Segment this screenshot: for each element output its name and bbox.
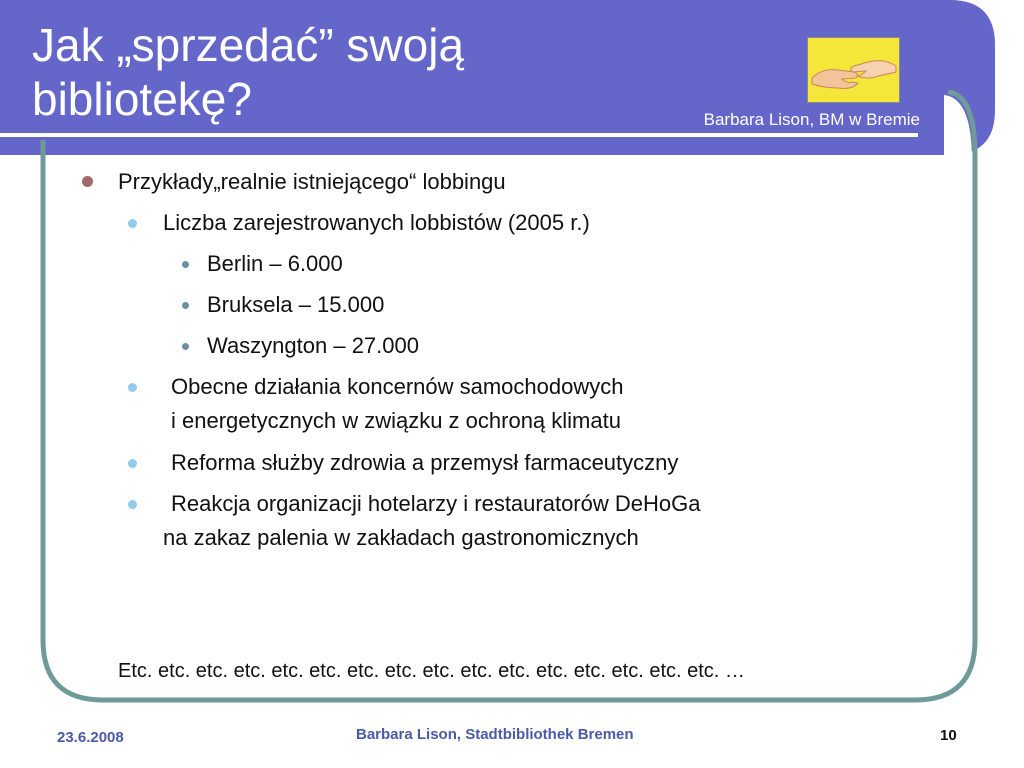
bullet-text: Waszyngton – 27.000 (207, 333, 419, 358)
header-author: Barbara Lison, BM w Bremie (703, 110, 920, 129)
bullet-text: Obecne działania koncernów samochodowych (171, 374, 624, 399)
footer-page-number: 10 (940, 727, 957, 744)
etc-line: Etc. etc. etc. etc. etc. etc. etc. etc. etc. etc. etc. etc. etc. etc. etc. etc. … (118, 660, 745, 682)
bullet-dot-icon (82, 176, 93, 187)
bullet-dot-icon (182, 343, 189, 350)
bullet-dot-icon (182, 261, 189, 268)
bullet-text: Przykłady„realnie istniejącego“ lobbingu (118, 169, 506, 194)
bullet-dot-icon (128, 459, 137, 468)
bullet-text: Reforma służby zdrowia a przemysł farmaceutyczny (171, 450, 679, 475)
bullet-dot-icon (128, 219, 137, 228)
slide-title-line: Jak „sprzedać” swoją (32, 19, 465, 71)
bullet-dot-icon (182, 302, 189, 309)
bullet-text-continuation: na zakaz palenia w zakładach gastronomicznych (163, 525, 639, 550)
bullet-text: Liczba zarejestrowanych lobbistów (2005 r.) (163, 210, 590, 235)
slide-title-line: bibliotekę? (32, 73, 252, 125)
bullet-dot-icon (128, 383, 137, 392)
footer-author: Barbara Lison, Stadtbibliothek Bremen (356, 726, 634, 743)
bullet-text: Berlin – 6.000 (207, 251, 343, 276)
bullet-dot-icon (128, 500, 137, 509)
bullet-text: Bruksela – 15.000 (207, 292, 385, 317)
bullet-text: Reakcja organizacji hotelarzy i restauratorów DeHoGa (171, 491, 701, 516)
footer-date: 23.6.2008 (57, 729, 124, 746)
bullet-text-continuation: i energetycznych w związku z ochroną klimatu (171, 408, 621, 433)
